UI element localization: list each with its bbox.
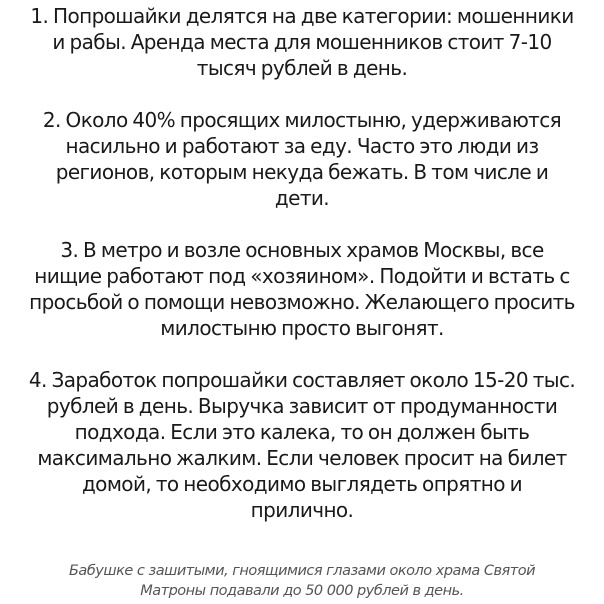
paragraph-spacer bbox=[0, 341, 604, 367]
paragraph-spacer bbox=[0, 211, 604, 237]
text-line: 3. В метро и возле основных храмов Москвы, все bbox=[60, 238, 544, 262]
text-line: регионов, которым некуда бежать. В том числе и bbox=[55, 160, 549, 184]
text-line: тысяч рублей в день. bbox=[196, 56, 408, 80]
image-caption bbox=[0, 561, 604, 601]
text-line: милостыню просто выгонят. bbox=[160, 316, 444, 340]
text-line: 1. Попрошайки делятся на две категории: мошенники bbox=[30, 4, 574, 28]
text-line: просьбой о помощи невозможно. Желающего просить bbox=[29, 290, 575, 314]
text-line: прилично. bbox=[250, 498, 354, 522]
paragraph-3 bbox=[0, 237, 604, 341]
text-line: и рабы. Аренда места для мошенников стоит 7-10 bbox=[52, 30, 552, 54]
text-line: максимально жалким. Если человек просит на билет bbox=[37, 446, 567, 470]
text-line: подхода. Если это калека, то он должен быть bbox=[74, 420, 530, 444]
caption-line: Матроны подавали до 50 000 рублей в день. bbox=[140, 583, 464, 599]
text-line: 2. Около 40% просящих милостыню, удерживаются bbox=[42, 108, 562, 132]
paragraph-2 bbox=[0, 107, 604, 211]
caption-line: Бабушке с зашитыми, гноящимися глазами около храма Святой bbox=[68, 563, 536, 579]
text-line: домой, то необходимо выглядеть опрятно и bbox=[81, 472, 523, 496]
text-line: нищие работают под «хозяином». Подойти и встать с bbox=[34, 264, 570, 288]
text-line: дети. bbox=[274, 186, 330, 210]
paragraph-spacer bbox=[0, 81, 604, 107]
text-line: насильно и работают за еду. Часто это люди из bbox=[65, 134, 539, 158]
text-line: рублей в день. Выручка зависит от продуманности bbox=[46, 394, 558, 418]
paragraph-1 bbox=[0, 3, 604, 81]
paragraph-4 bbox=[0, 367, 604, 523]
text-line: 4. Заработок попрошайки составляет около 15-20 тыс. bbox=[28, 368, 576, 392]
